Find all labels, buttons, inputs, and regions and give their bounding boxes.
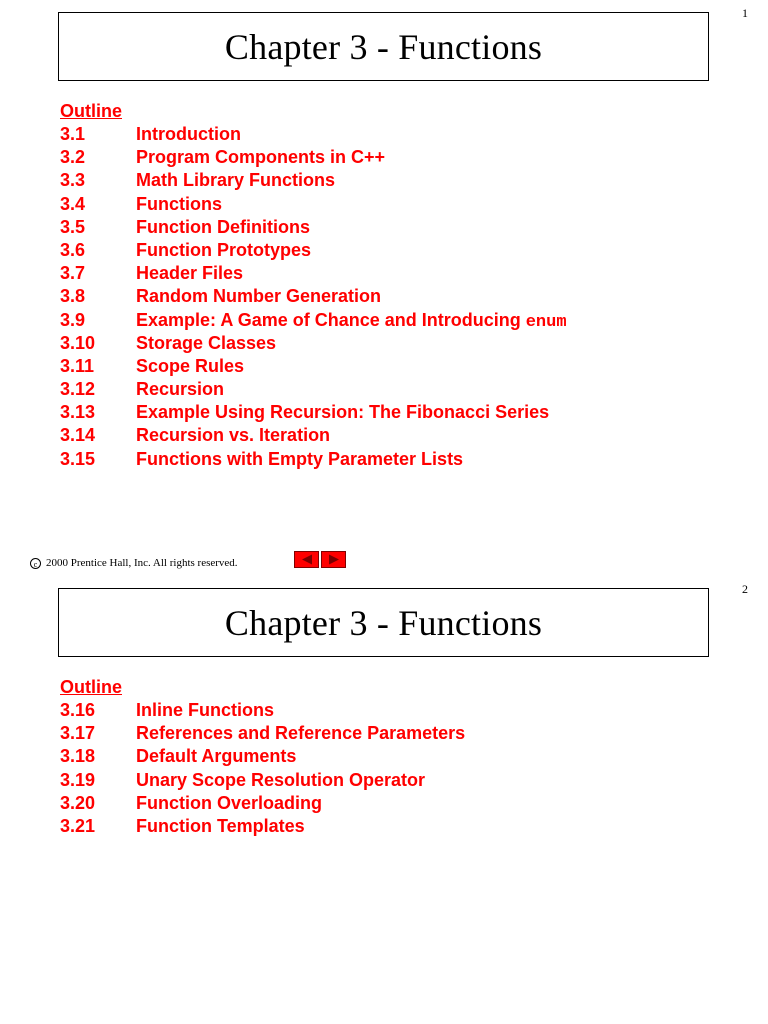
outline-item-label: Function Prototypes (136, 239, 311, 260)
next-slide-button[interactable] (321, 551, 346, 568)
outline-item-text (136, 309, 567, 332)
outline-item-number: 3.13 (60, 402, 96, 423)
outline-item-text (136, 216, 310, 239)
outline-item-text (136, 448, 463, 471)
outline-item-text (136, 123, 241, 146)
outline-item (60, 239, 567, 262)
outline-item (60, 792, 465, 815)
outline-item-label: Header Files (136, 263, 244, 284)
outline-item-label: Example: A Game of Chance and Introducing (136, 309, 526, 330)
outline-item-number: 3.9 (60, 309, 86, 330)
copyright-text: 2000 Prentice Hall, Inc. All rights reserved. (46, 557, 238, 569)
outline (60, 100, 567, 471)
outline-item (60, 309, 567, 332)
outline-item (60, 146, 567, 169)
outline-item (60, 401, 567, 424)
outline-item-label: Example Using Recursion: The Fibonacci Series (136, 402, 550, 423)
outline-heading: Outline (60, 101, 122, 121)
copyright-icon: c (30, 558, 41, 569)
outline-item-text (136, 769, 425, 792)
outline-item-number: 3.17 (60, 723, 96, 744)
outline-item-text (136, 815, 305, 838)
outline-item-number: 3.6 (60, 239, 86, 260)
title-box (58, 588, 709, 657)
outline-item-text (136, 332, 276, 355)
outline-item (60, 262, 567, 285)
outline-item-number: 3.8 (60, 286, 86, 307)
outline-item-label: Function Overloading (136, 792, 323, 813)
outline-item-text (136, 355, 244, 378)
outline-item-label: Program Components in C++ (136, 147, 386, 168)
outline-item-text (136, 699, 274, 722)
outline-item-label: Recursion (136, 379, 225, 400)
triangle-right-icon (328, 554, 340, 565)
outline-item-number: 3.10 (60, 332, 96, 353)
outline-item-number: 3.1 (60, 124, 86, 144)
outline-item-text (136, 424, 330, 447)
outline-item (60, 699, 465, 722)
outline-item-number: 3.3 (60, 170, 86, 191)
slide-2 (0, 576, 768, 1024)
outline-item-number: 3.15 (60, 448, 96, 469)
outline-heading: Outline (60, 677, 122, 697)
outline-item-number: 3.7 (60, 263, 86, 284)
outline-item-text (136, 722, 465, 745)
page-number: 2 (742, 582, 748, 596)
outline-item (60, 448, 567, 471)
outline (60, 676, 465, 838)
outline-item-number: 3.4 (60, 193, 86, 214)
outline-item (60, 769, 465, 792)
outline-item-text (136, 262, 243, 285)
outline-item-number: 3.16 (60, 700, 96, 720)
outline-item (60, 424, 567, 447)
outline-item-text (136, 239, 311, 262)
slide-title: Chapter 3 - Functions (224, 602, 543, 643)
copyright-footer (30, 557, 238, 569)
outline-item-text (136, 169, 335, 192)
outline-item (60, 332, 567, 355)
outline-item-code: enum (525, 312, 567, 332)
previous-slide-button[interactable] (294, 551, 319, 568)
outline-item (60, 378, 567, 401)
outline-item-label: Unary Scope Resolution Operator (136, 769, 426, 790)
outline-item-label: Random Number Generation (136, 286, 382, 307)
outline-item-label: Math Library Functions (136, 170, 336, 191)
outline-list (60, 123, 567, 471)
outline-list (60, 699, 465, 838)
outline-item-text (136, 792, 322, 815)
outline-item-label: Function Definitions (136, 216, 310, 237)
slide-title: Chapter 3 - Functions (224, 26, 543, 67)
outline-item-label: Functions (136, 193, 222, 214)
outline-item-label: Default Arguments (136, 746, 297, 767)
outline-item-text (136, 146, 385, 169)
outline-item-label: Storage Classes (136, 332, 277, 353)
page-number: 1 (742, 6, 748, 20)
outline-item-number: 3.18 (60, 746, 96, 767)
outline-item (60, 815, 465, 838)
outline-item (60, 745, 465, 768)
outline-item-number: 3.2 (60, 147, 86, 168)
outline-item (60, 722, 465, 745)
outline-item-label: Introduction (136, 124, 241, 144)
outline-item (60, 355, 567, 378)
outline-item-number: 3.5 (60, 216, 86, 237)
outline-item-label: Function Templates (136, 815, 305, 836)
outline-item (60, 216, 567, 239)
outline-item (60, 169, 567, 192)
outline-item-number: 3.14 (60, 425, 96, 446)
outline-item-label: Recursion vs. Iteration (136, 425, 331, 446)
outline-item-text (136, 193, 222, 216)
title-box (58, 12, 709, 81)
outline-item-label: Functions with Empty Parameter Lists (136, 448, 464, 469)
outline-item (60, 123, 567, 146)
outline-item-number: 3.11 (60, 355, 95, 376)
outline-item-text (136, 745, 296, 768)
outline-item-text (136, 285, 381, 308)
slide-navigation (294, 551, 346, 568)
outline-item-text (136, 378, 224, 401)
outline-item-number: 3.21 (60, 815, 96, 836)
outline-item-number: 3.20 (60, 792, 96, 813)
triangle-left-icon (301, 554, 313, 565)
outline-item (60, 193, 567, 216)
outline-item-text (136, 401, 549, 424)
outline-item-label: References and Reference Parameters (136, 723, 466, 744)
outline-item-label: Inline Functions (136, 700, 274, 720)
outline-item-number: 3.12 (60, 379, 96, 400)
outline-item-number: 3.19 (60, 769, 96, 790)
outline-item (60, 285, 567, 308)
outline-item-label: Scope Rules (136, 355, 245, 376)
